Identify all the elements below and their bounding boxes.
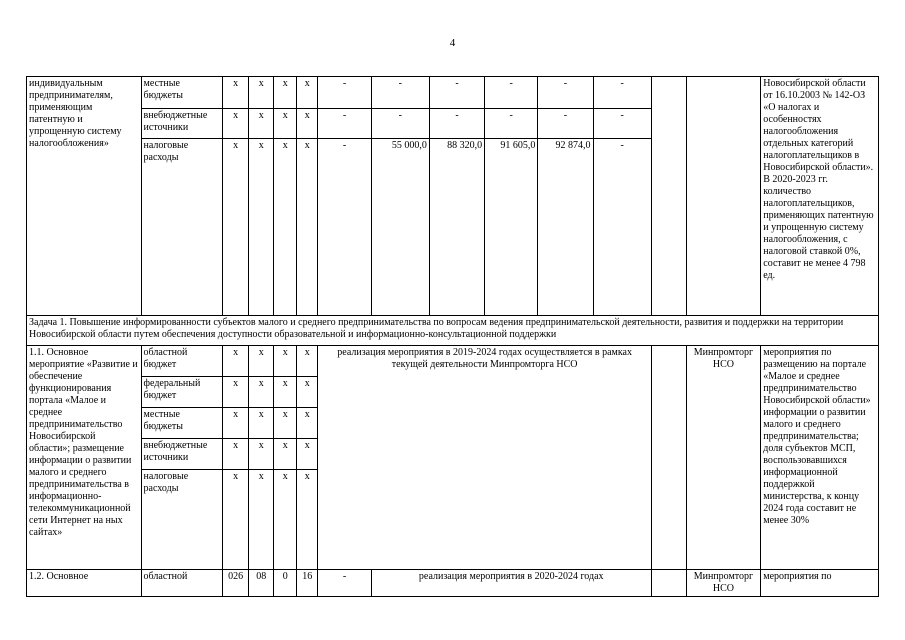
code-cell: x: [248, 109, 274, 139]
code-cell: 16: [296, 570, 317, 597]
code-cell: x: [296, 346, 317, 377]
value-cell: -: [485, 109, 538, 139]
code-cell: x: [248, 377, 274, 408]
code-cell: x: [296, 377, 317, 408]
empty-cell: [651, 77, 686, 316]
empty-cell: [651, 570, 686, 597]
value-cell: -: [429, 77, 484, 109]
code-cell: x: [296, 439, 317, 470]
value-cell: -: [593, 77, 651, 109]
event-result: мероприятия по: [761, 570, 879, 597]
code-cell: x: [223, 109, 249, 139]
code-cell: x: [248, 77, 274, 109]
code-cell: x: [223, 139, 249, 316]
code-cell: x: [223, 408, 249, 439]
value-cell: 55 000,0: [371, 139, 429, 316]
value-cell: -: [371, 77, 429, 109]
funding-source: федеральный бюджет: [141, 377, 223, 408]
code-cell: 026: [223, 570, 249, 597]
code-cell: x: [274, 377, 297, 408]
event-result: мероприятия по размещению на портале «Малое и среднее предпринимательство Новосибирской области» информации о развитии малого и среднего предпринимательства; доля субъектов МСП, воспользовавшихся информационной поддержкой министерства, к концу 2024 года составит не менее 30%: [761, 346, 879, 570]
value-cell: 88 320,0: [429, 139, 484, 316]
value-cell: -: [318, 139, 371, 316]
top-block-result: Новосибирской области от 16.10.2003 № 142-ОЗ «О налогах и особенностях налогообложения отдельных категорий налогоплательщиков в Новосибирской области». В 2020-2023 гг. количество налогоплательщиков, применяющих патентную и упрощенную систему налогообложения, с налоговой ставкой 0%, составит не менее 4 798 ед.: [761, 77, 879, 316]
value-cell: 91 605,0: [485, 139, 538, 316]
funding-source: налоговые расходы: [141, 139, 223, 316]
code-cell: x: [274, 346, 297, 377]
value-cell: -: [318, 570, 371, 597]
code-cell: x: [274, 470, 297, 570]
event-name: 1.1. Основное мероприятие «Развитие и обеспечение функционирования портала «Малое и среднее предпринимательство Новосибирской области»; размещение информации о развитии малого и среднего предпринимательства в информационно-телекоммуникационной сети Интернет на ных сайтах»: [27, 346, 142, 570]
program-table: [26, 76, 879, 597]
code-cell: x: [248, 408, 274, 439]
code-cell: x: [248, 439, 274, 470]
task-heading: Задача 1. Повышение информированности субъектов малого и среднего предпринимательства по вопросам ведения предпринимательской деятельности, развития и поддержки на территории Новосибирской области путем обеспечения доступности образовательной и информационно-консультационной поддержки: [27, 316, 879, 346]
value-cell: -: [429, 109, 484, 139]
code-cell: x: [248, 346, 274, 377]
executor-cell: [686, 77, 761, 316]
value-cell: -: [318, 109, 371, 139]
funding-source: налоговые расходы: [141, 470, 223, 570]
event-name: 1.2. Основное: [27, 570, 142, 597]
value-cell: -: [485, 77, 538, 109]
code-cell: x: [296, 109, 317, 139]
event-note: реализация мероприятия в 2019-2024 годах осуществляется в рамках текущей деятельности Минпромторга НСО: [318, 346, 651, 570]
value-cell: -: [593, 139, 651, 316]
value-cell: 92 874,0: [538, 139, 593, 316]
empty-cell: [651, 346, 686, 570]
code-cell: x: [248, 139, 274, 316]
funding-source: внебюджетные источники: [141, 109, 223, 139]
code-cell: x: [223, 346, 249, 377]
event-note: реализация мероприятия в 2020-2024 годах: [371, 570, 651, 597]
funding-source: местные бюджеты: [141, 77, 223, 109]
code-cell: x: [223, 439, 249, 470]
funding-source: областной: [141, 570, 223, 597]
funding-source: областной бюджет: [141, 346, 223, 377]
code-cell: 0: [274, 570, 297, 597]
value-cell: -: [538, 109, 593, 139]
code-cell: x: [296, 470, 317, 570]
value-cell: -: [538, 77, 593, 109]
code-cell: x: [274, 139, 297, 316]
code-cell: x: [223, 377, 249, 408]
code-cell: x: [296, 408, 317, 439]
code-cell: x: [223, 470, 249, 570]
funding-source: местные бюджеты: [141, 408, 223, 439]
code-cell: 08: [248, 570, 274, 597]
code-cell: x: [223, 77, 249, 109]
code-cell: x: [274, 77, 297, 109]
executor-cell: Минпромторг НСО: [686, 346, 761, 570]
funding-source: внебюджетные источники: [141, 439, 223, 470]
code-cell: x: [248, 470, 274, 570]
value-cell: -: [318, 77, 371, 109]
executor-cell: Минпромторг НСО: [686, 570, 761, 597]
page-number: 4: [449, 37, 456, 49]
code-cell: x: [274, 109, 297, 139]
code-cell: x: [296, 139, 317, 316]
code-cell: x: [274, 439, 297, 470]
code-cell: x: [296, 77, 317, 109]
value-cell: -: [593, 109, 651, 139]
code-cell: x: [274, 408, 297, 439]
top-block-name: индивидуальным предпринимателям, применяющим патентную и упрощенную систему налогообложения»: [27, 77, 142, 316]
value-cell: -: [371, 109, 429, 139]
